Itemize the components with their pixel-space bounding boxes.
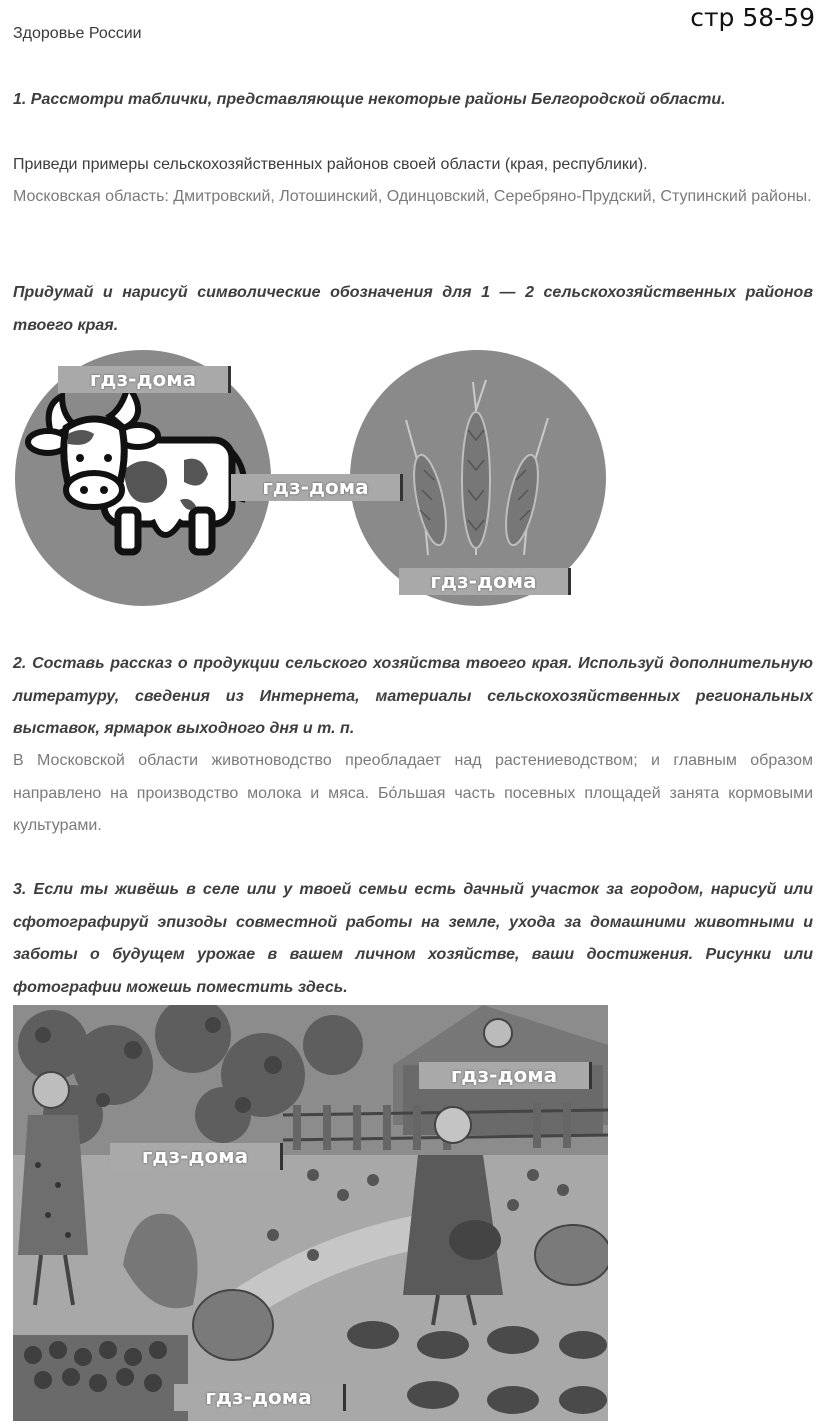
task1-heading: 1. Рассмотри таблички, представляющие некоторые районы Белгородской области. [13,91,726,108]
task2-heading: 2. Составь рассказ о продукции сельского хозяйства твоего края. Используй дополнительную литературу, сведения из Интернета, материалы сельскохозяйственных региональных выставок, ярмарок выходного дня и т. п. [13,655,813,737]
task3-heading: 3. Если ты живёшь в селе или у твоей семьи есть дачный участок за городом, нарисуй или сфотографируй эпизоды совместной работы на земле, ухода за домашними животными и заботы о будущем урожае в вашем личном хозяйстве, ваши достижения. Рисунки или фотографии можешь поместить здесь. [13,881,813,996]
watermark-photo-bottom: гдз-дома [174,1384,346,1411]
task2-answer: В Московской области животноводство преобладает над растениеводством; и главным образом направлено на производство молока и мяса. Бо́льшая часть посевных площадей занята кормовыми культурами. [13,752,813,834]
watermark-photo-top: гдз-дома [419,1062,592,1089]
watermark-middle: гдз-дома [231,474,403,501]
task1-prompt: Приведи примеры сельскохозяйственных районов своей области (края, республики). [13,156,648,173]
task1-draw-prompt: Придумай и нарисуй символические обозначения для 1 — 2 сельскохозяйственных районов твоего края. [13,284,813,334]
watermark-photo-middle: гдз-дома [110,1143,283,1170]
task1-answer: Московская область: Дмитровский, Лотошинский, Одинцовский, Серебряно-Прудский, Ступинский районы. [13,188,812,205]
watermark-cow: гдз-дома [58,366,231,393]
watermark-wheat: гдз-дома [399,568,571,595]
page-number: стр 58-59 [690,3,815,32]
page-title: Здоровье России [13,25,142,42]
